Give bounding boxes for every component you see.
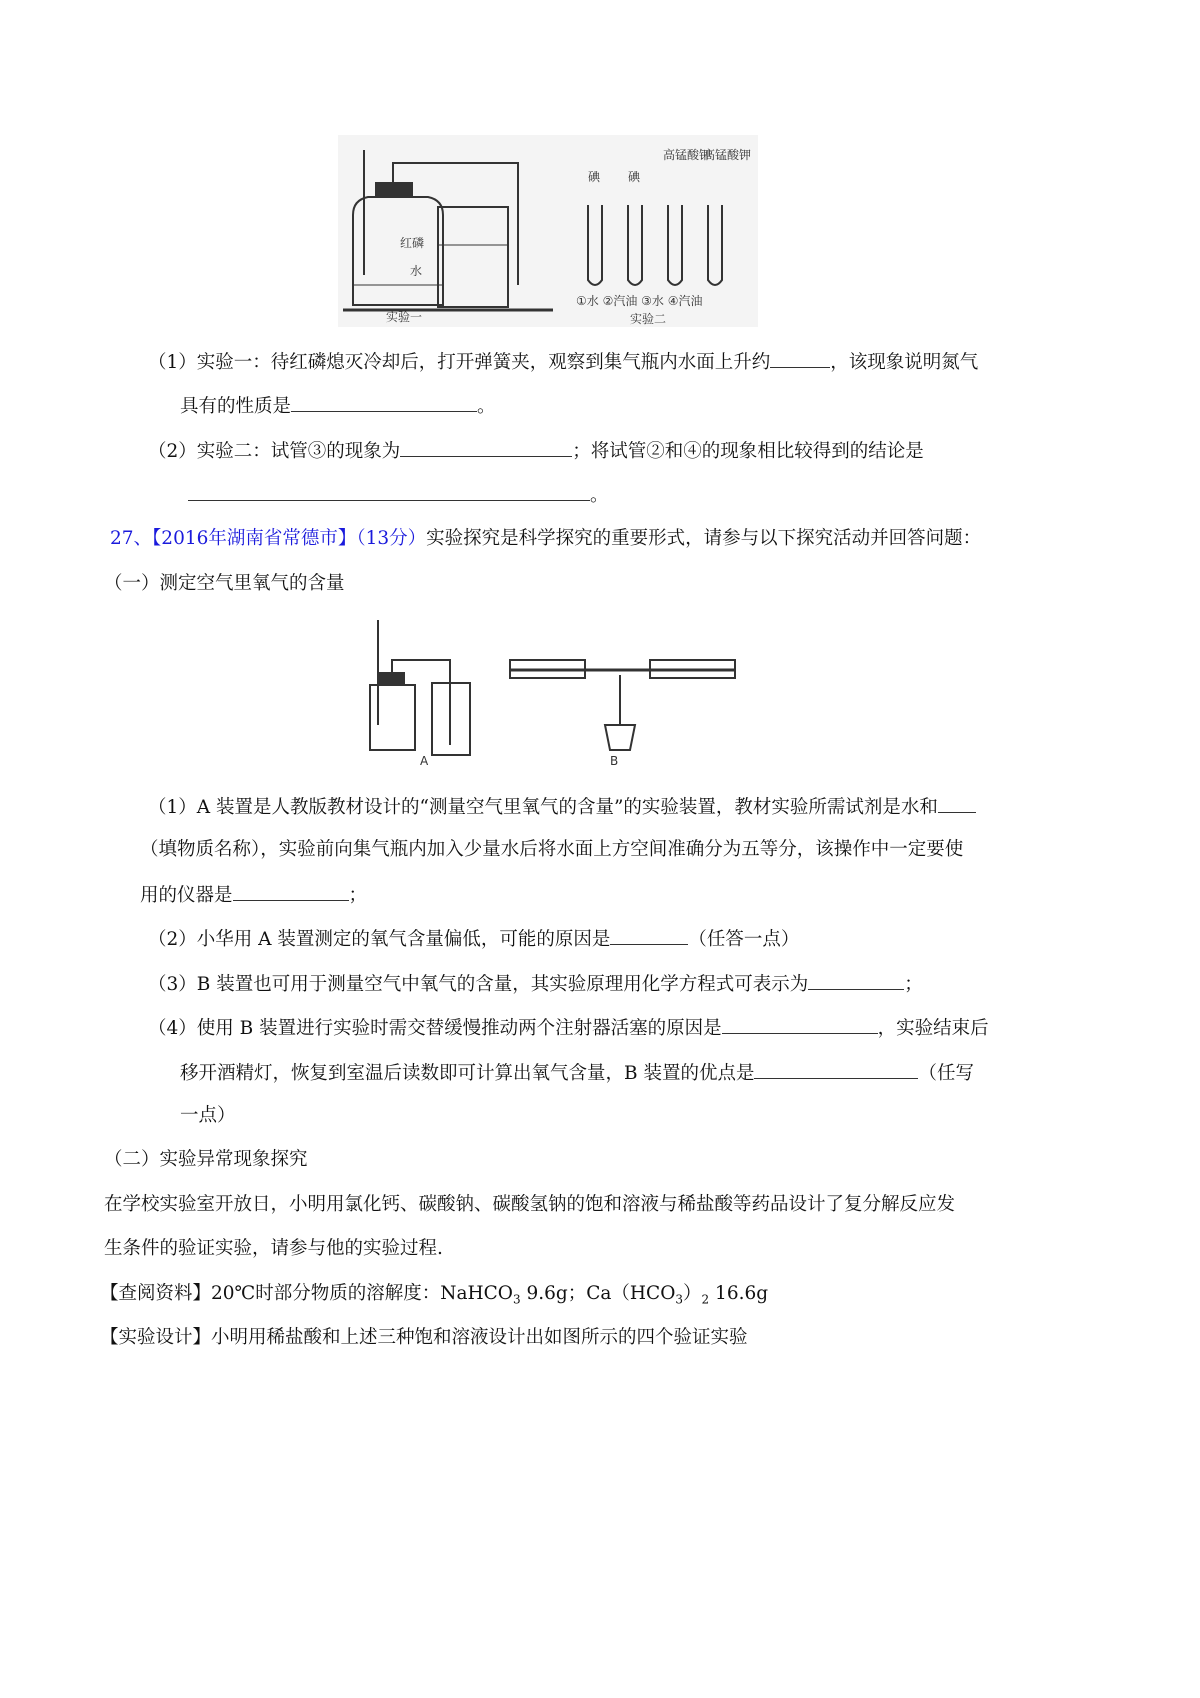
apparatus-a <box>370 620 470 755</box>
label-iodine-1: 碘 <box>588 170 601 184</box>
label-kmno4-2: 高锰酸钾 <box>703 148 752 162</box>
apparatus-b <box>510 660 735 750</box>
label-iodine-2: 碘 <box>628 170 641 184</box>
q27-part2-title: （二）实验异常现象探究 <box>104 1149 308 1170</box>
answer-blank[interactable] <box>754 1060 918 1079</box>
q27-part1-title: （一）测定空气里氧气的含量 <box>104 573 345 594</box>
label-exp1: 实验一 <box>386 310 423 324</box>
label-tubes: ①水 ②汽油 ③水 ④汽油 <box>576 294 703 308</box>
answer-blank[interactable] <box>938 794 976 813</box>
figure-apparatus-a-b <box>360 615 745 770</box>
answer-blank[interactable] <box>610 926 688 945</box>
answer-blank[interactable] <box>400 438 572 457</box>
label-red-phosphorus: 红磷 <box>400 236 425 250</box>
figure-experiments-1-2 <box>338 135 758 327</box>
answer-blank[interactable] <box>291 393 477 412</box>
q27-s4-line3: 一点） <box>180 1105 236 1126</box>
answer-blank[interactable] <box>722 1015 878 1034</box>
q27-design: 【实验设计】小明用稀盐酸和上述三种饱和溶液设计出如图所示的四个验证实验 <box>100 1327 748 1348</box>
q27-reference: 【查阅资料】20℃时部分物质的溶解度：NaHCO$_3$ 9.6g；$Ca(HCO_3)_2$ 16.6g <box>100 1283 769 1307</box>
answer-blank[interactable] <box>233 882 349 901</box>
q26-part2-line2: 。 <box>188 482 609 508</box>
q27-s1-line3: 用的仪器是 ； <box>140 882 367 908</box>
q26-part2-line1: （2）实验二：试管③的现象为 ；将试管②和④的现象相比较得到的结论是 <box>148 438 924 464</box>
q27-s2: （2）小华用 A 装置测定的氧气含量偏低，可能的原因是 （任答一点） <box>148 926 799 952</box>
label-kmno4-1: 高锰酸钾 <box>663 148 712 162</box>
label-exp2: 实验二 <box>630 312 667 326</box>
q27-s1-line1: （1）A 装置是人教版教材设计的“测量空气里氧气的含量”的实验装置，教材实验所需试剂是水和 <box>148 794 976 820</box>
q27-s1-line2: （填物质名称），实验前向集气瓶内加入少量水后将水面上方空间准确分为五等分，该操作中一定要使 <box>140 839 964 860</box>
answer-blank[interactable] <box>770 349 830 368</box>
q27-part2-para-line1: 在学校实验室开放日，小明用氯化钙、碳酸钠、碳酸氢钠的饱和溶液与稀盐酸等药品设计了复分解反应发 <box>104 1194 956 1215</box>
q27-part2-para-line2: 生条件的验证实验，请参与他的实验过程. <box>104 1238 443 1259</box>
q27-s4-line1: （4）使用 B 装置进行实验时需交替缓慢推动两个注射器活塞的原因是 ，实验结束后 <box>148 1015 989 1041</box>
answer-blank[interactable] <box>808 971 904 990</box>
q27-s3: （3）B 装置也可用于测量空气中氧气的含量，其实验原理用化学方程式可表示为 ； <box>148 971 923 997</box>
label-water: 水 <box>410 264 423 278</box>
label-a: A <box>420 754 429 768</box>
answer-blank[interactable] <box>188 482 590 501</box>
label-b: B <box>610 754 619 768</box>
q26-part1-line1: （1）实验一：待红磷熄灭冷却后，打开弹簧夹，观察到集气瓶内水面上升约 ，该现象说明氮气 <box>148 349 978 375</box>
q27-heading: 27、【2016年湖南省常德市】（13分）实验探究是科学探究的重要形式，请参与以下探究活动并回答问题： <box>110 528 982 549</box>
q26-part1-line2: 具有的性质是 。 <box>180 393 496 419</box>
q27-source: 【2016年湖南省常德市】（13分） <box>152 528 427 549</box>
q27-s4-line2: 移开酒精灯，恢复到室温后读数即可计算出氧气含量，B 装置的优点是 （任写 <box>180 1060 974 1086</box>
